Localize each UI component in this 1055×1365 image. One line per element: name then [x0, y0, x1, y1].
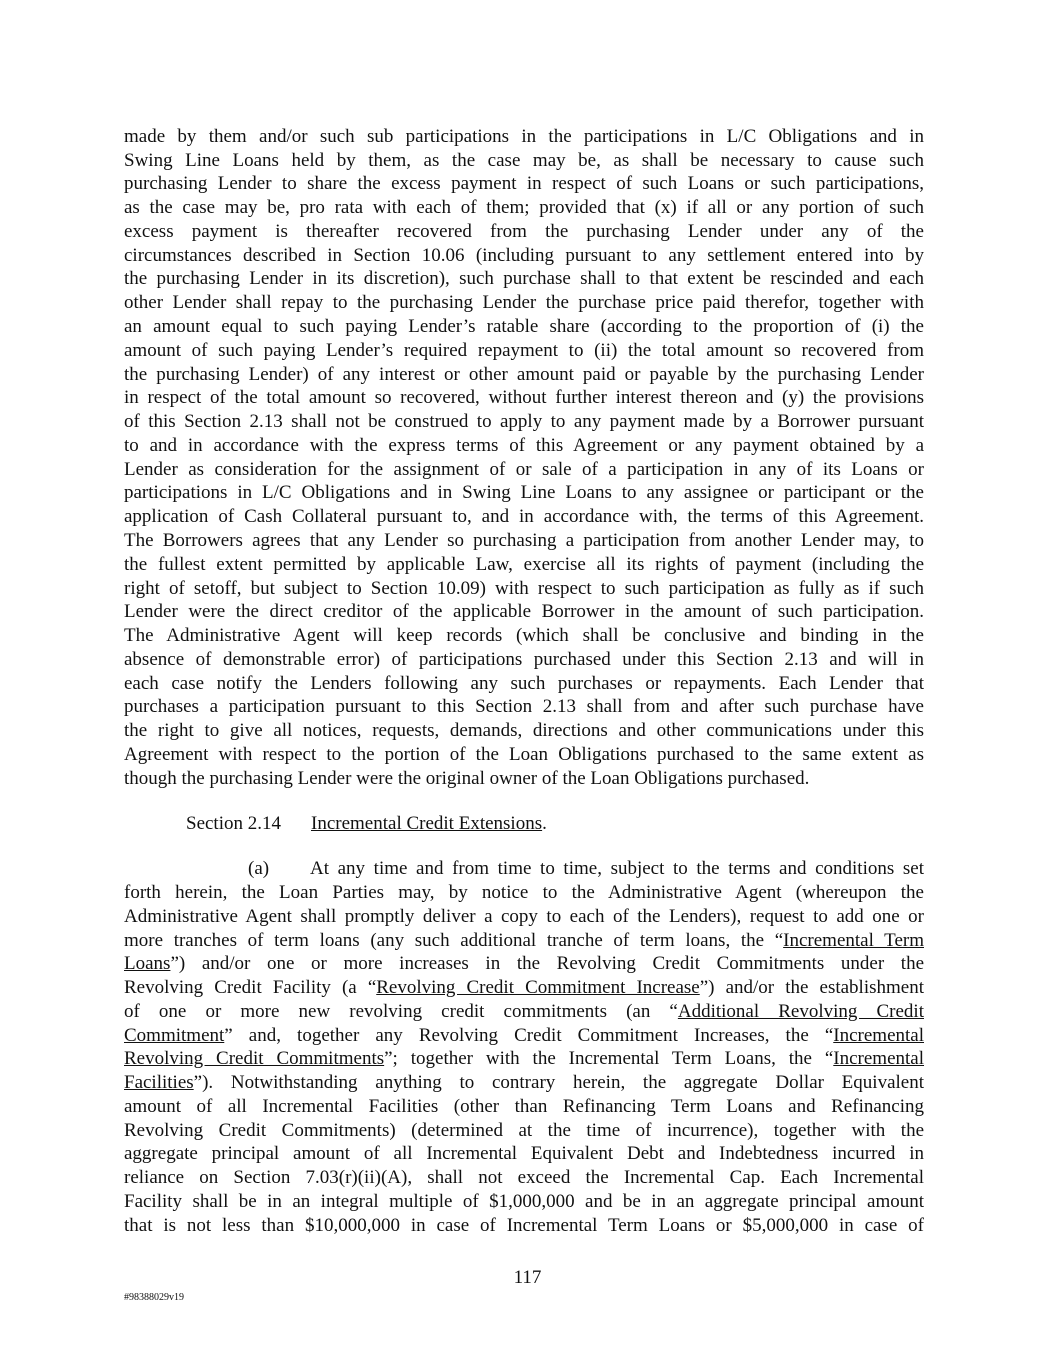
- body-line: in respect of the total amount so recovered, without further interest thereon and (y) the provisions: [124, 387, 924, 408]
- para-a-text: ”). Notwithstanding anything to contrary herein, the aggregate Dollar Equivalent: [193, 1072, 924, 1093]
- defined-term: Revolving Credit Commitment Increase: [376, 977, 700, 998]
- para-a-line: [124, 976, 924, 1000]
- body-line: absence of demonstrable error) of participations purchased under this Section 2.13 and will in: [124, 649, 924, 670]
- section-number: Section 2.14: [186, 813, 281, 834]
- defined-term: Commitment: [124, 1025, 225, 1046]
- body-line: purchases a participation pursuant to this Section 2.13 shall from and after such purchase have: [124, 696, 924, 717]
- para-a-line: Administrative Agent shall promptly deliver a copy to each of the Lenders), request to add one or: [124, 906, 924, 927]
- para-a-line: Revolving Credit Commitments) (determined at the time of incurrence), together with the: [124, 1120, 924, 1141]
- para-a-text: ”; together with the Incremental Term Loans, the “: [384, 1048, 834, 1069]
- body-line: the purchasing Lender in its discretion), such purchase shall to that extent be rescinded and each: [124, 268, 924, 289]
- body-line: The Borrowers agrees that any Lender so purchasing a participation from another Lender may, to: [124, 530, 924, 551]
- body-line: The Administrative Agent will keep records (which shall be conclusive and binding in the: [124, 625, 924, 646]
- body-line: an amount equal to such paying Lender’s ratable share (according to the proportion of (i) the: [124, 316, 924, 337]
- body-line: to and in accordance with the express terms of this Agreement or any payment obtained by a: [124, 435, 924, 456]
- body-line: of this Section 2.13 shall not be construed to apply to any payment made by a Borrower pursuant: [124, 411, 924, 432]
- defined-term: Revolving Credit Commitments: [124, 1048, 385, 1069]
- para-a-line: aggregate principal amount of all Incremental Equivalent Debt and Indebtedness incurred in: [124, 1143, 924, 1164]
- section-heading: [186, 812, 547, 836]
- body-line: purchasing Lender to share the excess payment in respect of such Loans or such participations,: [124, 173, 924, 194]
- para-a-line: [124, 952, 924, 976]
- section-title-period: .: [542, 813, 547, 834]
- para-a-line: [124, 1047, 924, 1071]
- para-a-text: ”) and/or the establishment: [699, 977, 924, 998]
- para-a-text: more tranches of term loans (any such additional tranche of term loans, the “: [124, 930, 784, 951]
- para-a-line: forth herein, the Loan Parties may, by notice to the Administrative Agent (whereupon the: [124, 882, 924, 903]
- body-line: application of Cash Collateral pursuant to, and in accordance with, the terms of this Agreement.: [124, 506, 924, 527]
- body-line: the right to give all notices, requests, demands, directions and other communications under this: [124, 720, 924, 741]
- para-a-line: Facility shall be in an integral multiple of $1,000,000 and be in an aggregate principal amount: [124, 1191, 924, 1212]
- document-id: #98388029v19: [124, 1292, 184, 1303]
- body-line: the fullest extent permitted by applicable Law, exercise all its rights of payment (including the: [124, 554, 924, 575]
- body-line: excess payment is thereafter recovered from the purchasing Lender under any of the: [124, 221, 924, 242]
- body-line: Agreement with respect to the portion of the Loan Obligations purchased to the same extent as: [124, 744, 924, 765]
- body-line: the purchasing Lender) of any interest or other amount paid or payable by the purchasing Lender: [124, 364, 924, 385]
- para-a-text: Revolving Credit Facility (a “: [124, 977, 377, 998]
- defined-term: Incremental: [833, 1048, 925, 1069]
- body-line: Lender were the direct creditor of the applicable Borrower in the amount of such participation.: [124, 601, 924, 622]
- para-a-text: ”) and/or one or more increases in the Revolving Credit Commitments under the: [170, 953, 924, 974]
- para-a-text: of one or more new revolving credit commitments (an “: [124, 1001, 678, 1022]
- body-line: though the purchasing Lender were the original owner of the Loan Obligations purchased.: [124, 768, 810, 789]
- body-line: circumstances described in Section 10.06 (including pursuant to any settlement entered into by: [124, 245, 924, 266]
- body-line: each case notify the Lenders following any such purchases or repayments. Each Lender that: [124, 673, 924, 694]
- defined-term: Additional Revolving Credit: [677, 1001, 924, 1022]
- body-line: right of setoff, but subject to Section 10.09) with respect to such participation as fully as if such: [124, 578, 924, 599]
- section-title: Incremental Credit Extensions: [311, 813, 543, 834]
- body-line: other Lender shall repay to the purchasing Lender the purchase price paid therefor, together with: [124, 292, 924, 313]
- para-a-line: amount of all Incremental Facilities (other than Refinancing Term Loans and Refinancing: [124, 1096, 924, 1117]
- para-a-line: [124, 929, 924, 953]
- para-a-line: [124, 1024, 924, 1048]
- body-line: participations in L/C Obligations and in Swing Line Loans to any assignee or participant or the: [124, 482, 924, 503]
- body-line: amount of such paying Lender’s required repayment to (ii) the total amount so recovered from: [124, 340, 924, 361]
- para-a-first-line: [248, 857, 924, 881]
- para-a-marker: (a): [248, 858, 270, 879]
- defined-term: Incremental: [833, 1025, 924, 1046]
- body-line: Lender as consideration for the assignment of or sale of a participation in any of its Loans or: [124, 459, 924, 480]
- para-a-line: that is not less than $10,000,000 in case of Incremental Term Loans or $5,000,000 in case of: [124, 1215, 924, 1236]
- page-number: 117: [513, 1267, 542, 1288]
- defined-term: Facilities: [124, 1072, 194, 1093]
- para-a-line: [124, 1000, 924, 1024]
- body-line: made by them and/or such sub participations in the participations in L/C Obligations and in: [124, 126, 924, 147]
- body-line: Swing Line Loans held by them, as the case may be, as shall be necessary to cause such: [124, 150, 924, 171]
- defined-term: Incremental Term: [783, 930, 924, 951]
- body-line: as the case may be, pro rata with each of them; provided that (x) if all or any portion of such: [124, 197, 924, 218]
- para-a-first-text: At any time and from time to time, subject to the terms and conditions set: [310, 858, 924, 879]
- defined-term: Loans: [124, 953, 171, 974]
- para-a-line: reliance on Section 7.03(r)(ii)(A), shall not exceed the Incremental Cap. Each Incremental: [124, 1167, 924, 1188]
- para-a-line: [124, 1071, 924, 1095]
- para-a-text: ” and, together any Revolving Credit Commitment Increases, the “: [224, 1025, 834, 1046]
